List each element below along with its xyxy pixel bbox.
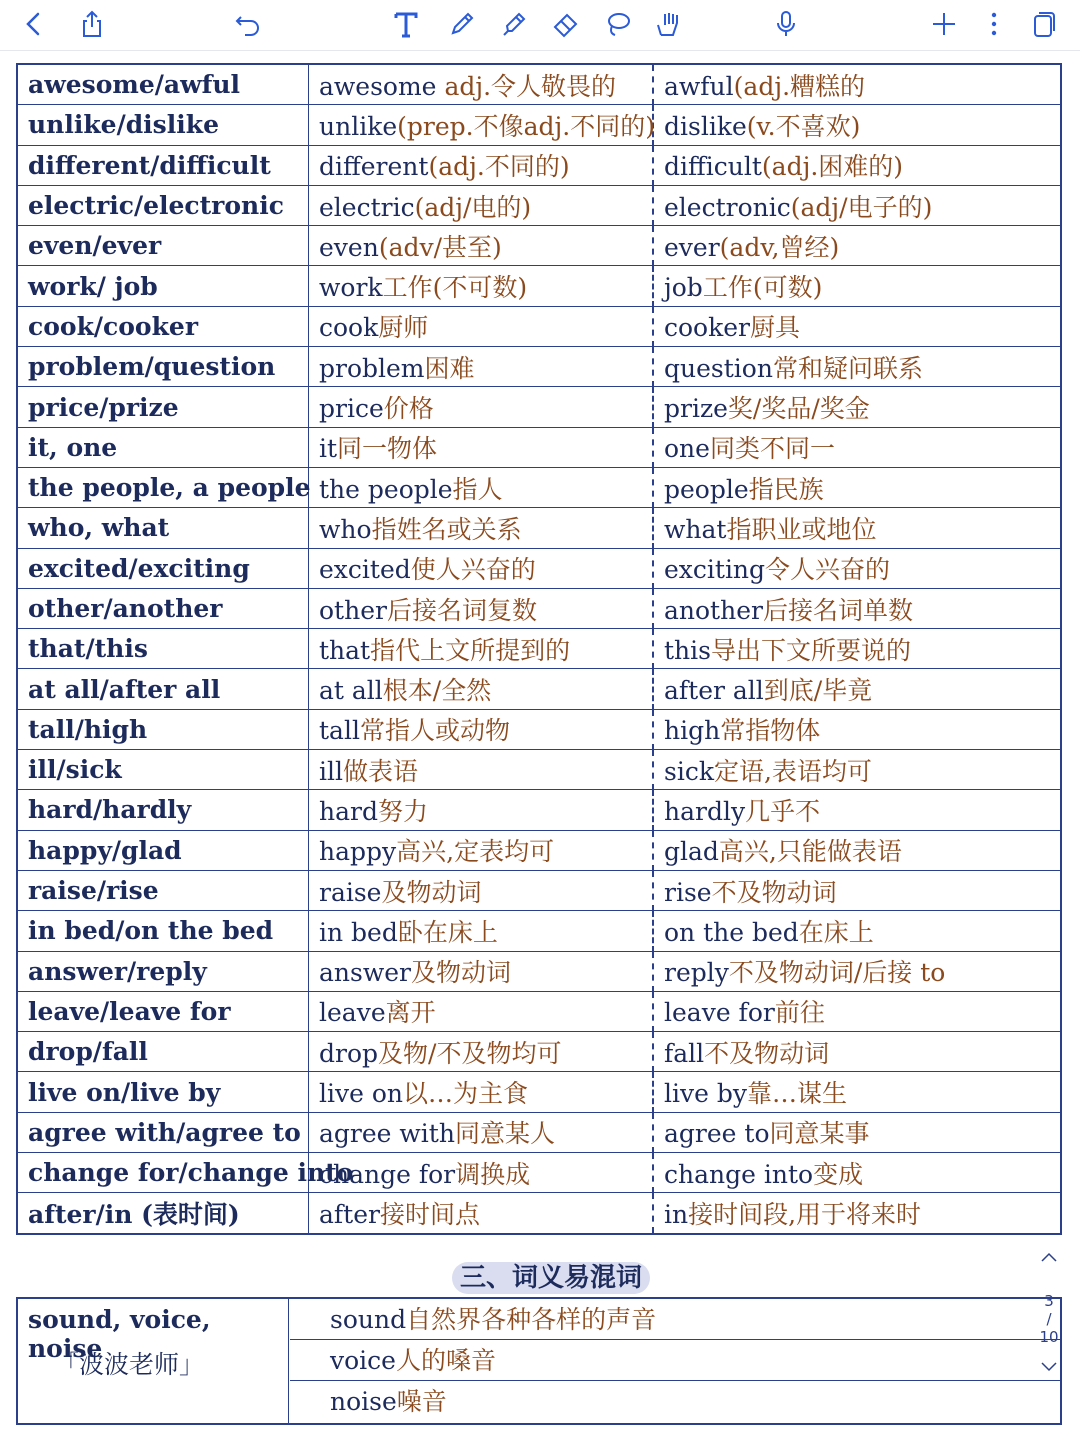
second-meaning: on the bed在床上 — [653, 911, 1061, 951]
word-pair: even/ever — [17, 226, 309, 266]
word-pair: change for/change into — [17, 1153, 309, 1193]
first-meaning: electric(adj/电的) — [309, 185, 654, 225]
first-meaning: different(adj.不同的) — [309, 145, 654, 185]
second-meaning: cooker厨具 — [653, 306, 1061, 346]
pages-icon[interactable] — [1026, 6, 1062, 42]
page-down-icon[interactable] — [1039, 1360, 1059, 1374]
second-meaning: electronic(adj/电子的) — [653, 185, 1061, 225]
second-meaning: sick定语,表语均可 — [653, 750, 1061, 790]
first-meaning: problem困难 — [309, 347, 654, 387]
word-pair: the people, a people — [17, 467, 309, 507]
second-meaning: this导出下文所要说的 — [653, 629, 1061, 669]
noise-word-group: sound, voice, noise — [28, 1305, 211, 1363]
vocab-row — [17, 145, 1061, 185]
first-meaning: after接时间点 — [309, 1193, 654, 1234]
second-meaning: in接时间段,用于将来时 — [653, 1193, 1061, 1234]
vocab-row — [17, 427, 1061, 467]
second-meaning: what指职业或地位 — [653, 508, 1061, 548]
vocab-row — [17, 951, 1061, 991]
first-meaning: leave离开 — [309, 991, 654, 1031]
section-heading: 三、词义易混词 — [452, 1262, 650, 1294]
word-pair: leave/leave for — [17, 991, 309, 1031]
word-pair: problem/question — [17, 347, 309, 387]
page-total: 10 — [1039, 1328, 1059, 1346]
vocab-row — [17, 911, 1061, 951]
lasso-icon[interactable] — [600, 6, 636, 42]
first-meaning: change for调换成 — [309, 1153, 654, 1193]
teacher-signature: 「波波老师」 — [54, 1350, 205, 1379]
first-meaning: it同一物体 — [309, 427, 654, 467]
first-meaning: excited使人兴奋的 — [309, 548, 654, 588]
word-pair: unlike/dislike — [17, 105, 309, 145]
word-pair: awesome/awful — [17, 64, 309, 105]
word-pair: agree with/agree to — [17, 1112, 309, 1152]
vocab-row — [17, 387, 1061, 427]
second-meaning: change into变成 — [653, 1153, 1061, 1193]
noise-row: voice人的嗓音 — [290, 1340, 1060, 1381]
word-pair: happy/glad — [17, 830, 309, 870]
first-meaning: in bed卧在床上 — [309, 911, 654, 951]
vocab-row — [17, 64, 1061, 105]
toolbar — [0, 0, 1080, 51]
vocab-row — [17, 226, 1061, 266]
add-icon[interactable] — [926, 6, 962, 42]
second-meaning: glad高兴,只能做表语 — [653, 830, 1061, 870]
second-meaning: reply不及物动词/后接 to — [653, 951, 1061, 991]
vocab-row — [17, 347, 1061, 387]
word-pair: drop/fall — [17, 1032, 309, 1072]
word-pair: ill/sick — [17, 750, 309, 790]
first-meaning: even(adv/甚至) — [309, 226, 654, 266]
vocab-row — [17, 1072, 1061, 1112]
word-pair: it, one — [17, 427, 309, 467]
vocab-row — [17, 105, 1061, 145]
first-meaning: the people指人 — [309, 467, 654, 507]
word-pair: hard/hardly — [17, 790, 309, 830]
second-meaning: high常指物体 — [653, 709, 1061, 749]
first-meaning: happy高兴,定表均可 — [309, 830, 654, 870]
page-current: 3 — [1044, 1292, 1054, 1310]
first-meaning: price价格 — [309, 387, 654, 427]
first-meaning: unlike(prep.不像adj.不同的) — [309, 105, 654, 145]
vocab-row — [17, 1112, 1061, 1152]
vocab-row — [17, 991, 1061, 1031]
word-pair: raise/rise — [17, 870, 309, 910]
word-pair: electric/electronic — [17, 185, 309, 225]
word-pair: work/ job — [17, 266, 309, 306]
first-meaning: hard努力 — [309, 790, 654, 830]
undo-icon[interactable] — [230, 6, 266, 42]
first-meaning: other后接名词复数 — [309, 588, 654, 628]
first-meaning: cook厨师 — [309, 306, 654, 346]
second-meaning: question常和疑问联系 — [653, 347, 1061, 387]
first-meaning: ill做表语 — [309, 750, 654, 790]
page-up-icon[interactable] — [1039, 1250, 1059, 1264]
first-meaning: raise及物动词 — [309, 870, 654, 910]
second-meaning: agree to同意某事 — [653, 1112, 1061, 1152]
first-meaning: answer及物动词 — [309, 951, 654, 991]
vocab-row — [17, 467, 1061, 507]
noise-row: sound自然界各种各样的声音 — [290, 1299, 1060, 1340]
vocab-row — [17, 548, 1061, 588]
vocab-row — [17, 1193, 1061, 1234]
hand-tool-icon[interactable] — [650, 6, 686, 42]
word-pair: live on/live by — [17, 1072, 309, 1112]
back-icon[interactable] — [16, 6, 52, 42]
word-pair: other/another — [17, 588, 309, 628]
word-pair: tall/high — [17, 709, 309, 749]
sound-voice-noise-table — [16, 1297, 1062, 1425]
word-pair: who, what — [17, 508, 309, 548]
first-meaning: drop及物/不及物均可 — [309, 1032, 654, 1072]
second-meaning: leave for前往 — [653, 991, 1061, 1031]
second-meaning: difficult(adj.困难的) — [653, 145, 1061, 185]
second-meaning: hardly几乎不 — [653, 790, 1061, 830]
vocab-row — [17, 588, 1061, 628]
second-meaning: live by靠…谋生 — [653, 1072, 1061, 1112]
more-icon[interactable] — [976, 6, 1012, 42]
vocab-row — [17, 790, 1061, 830]
second-meaning: people指民族 — [653, 467, 1061, 507]
word-pair: excited/exciting — [17, 548, 309, 588]
vocab-row — [17, 1153, 1061, 1193]
first-meaning: agree with同意某人 — [309, 1112, 654, 1152]
second-meaning: exciting令人兴奋的 — [653, 548, 1061, 588]
text-tool-icon[interactable] — [388, 6, 424, 42]
vocab-row — [17, 629, 1061, 669]
second-meaning: prize奖/奖品/奖金 — [653, 387, 1061, 427]
second-meaning: one同类不同一 — [653, 427, 1061, 467]
pen-icon[interactable] — [444, 6, 480, 42]
first-meaning: that指代上文所提到的 — [309, 629, 654, 669]
first-meaning: at all根本/全然 — [309, 669, 654, 709]
first-meaning: awesome adj.令人敬畏的 — [309, 64, 654, 105]
first-meaning: live on以…为主食 — [309, 1072, 654, 1112]
page-separator: / — [1046, 1310, 1052, 1328]
vocab-row — [17, 830, 1061, 870]
second-meaning: awful(adj.糟糕的 — [653, 64, 1061, 105]
vocab-row — [17, 266, 1061, 306]
share-icon[interactable] — [74, 6, 110, 42]
eraser-icon[interactable] — [548, 6, 584, 42]
first-meaning: who指姓名或关系 — [309, 508, 654, 548]
microphone-icon[interactable] — [768, 6, 804, 42]
second-meaning: dislike(v.不喜欢) — [653, 105, 1061, 145]
second-meaning: another后接名词单数 — [653, 588, 1061, 628]
word-pair: that/this — [17, 629, 309, 669]
vocab-row — [17, 709, 1061, 749]
second-meaning: job工作(可数) — [653, 266, 1061, 306]
word-pair: cook/cooker — [17, 306, 309, 346]
word-pair: answer/reply — [17, 951, 309, 991]
second-meaning: rise不及物动词 — [653, 870, 1061, 910]
vocab-row — [17, 508, 1061, 548]
vocab-row — [17, 185, 1061, 225]
vocab-row — [17, 870, 1061, 910]
vocab-row — [17, 750, 1061, 790]
word-pair: in bed/on the bed — [17, 911, 309, 951]
confusable-words-table — [16, 63, 1062, 1235]
vocab-row — [17, 1032, 1061, 1072]
word-pair: price/prize — [17, 387, 309, 427]
vocab-row — [17, 306, 1061, 346]
word-pair: at all/after all — [17, 669, 309, 709]
highlighter-icon[interactable] — [496, 6, 532, 42]
second-meaning: ever(adv,曾经) — [653, 226, 1061, 266]
first-meaning: tall常指人或动物 — [309, 709, 654, 749]
second-meaning: after all到底/毕竟 — [653, 669, 1061, 709]
word-pair: after/in (表时间) — [17, 1193, 309, 1234]
page-indicator[interactable] — [1034, 1250, 1064, 1400]
word-pair: different/difficult — [17, 145, 309, 185]
second-meaning: fall不及物动词 — [653, 1032, 1061, 1072]
vocab-row — [17, 669, 1061, 709]
noise-row: noise噪音 — [330, 1387, 447, 1416]
first-meaning: work工作(不可数) — [309, 266, 654, 306]
noise-left-cell — [18, 1299, 289, 1423]
